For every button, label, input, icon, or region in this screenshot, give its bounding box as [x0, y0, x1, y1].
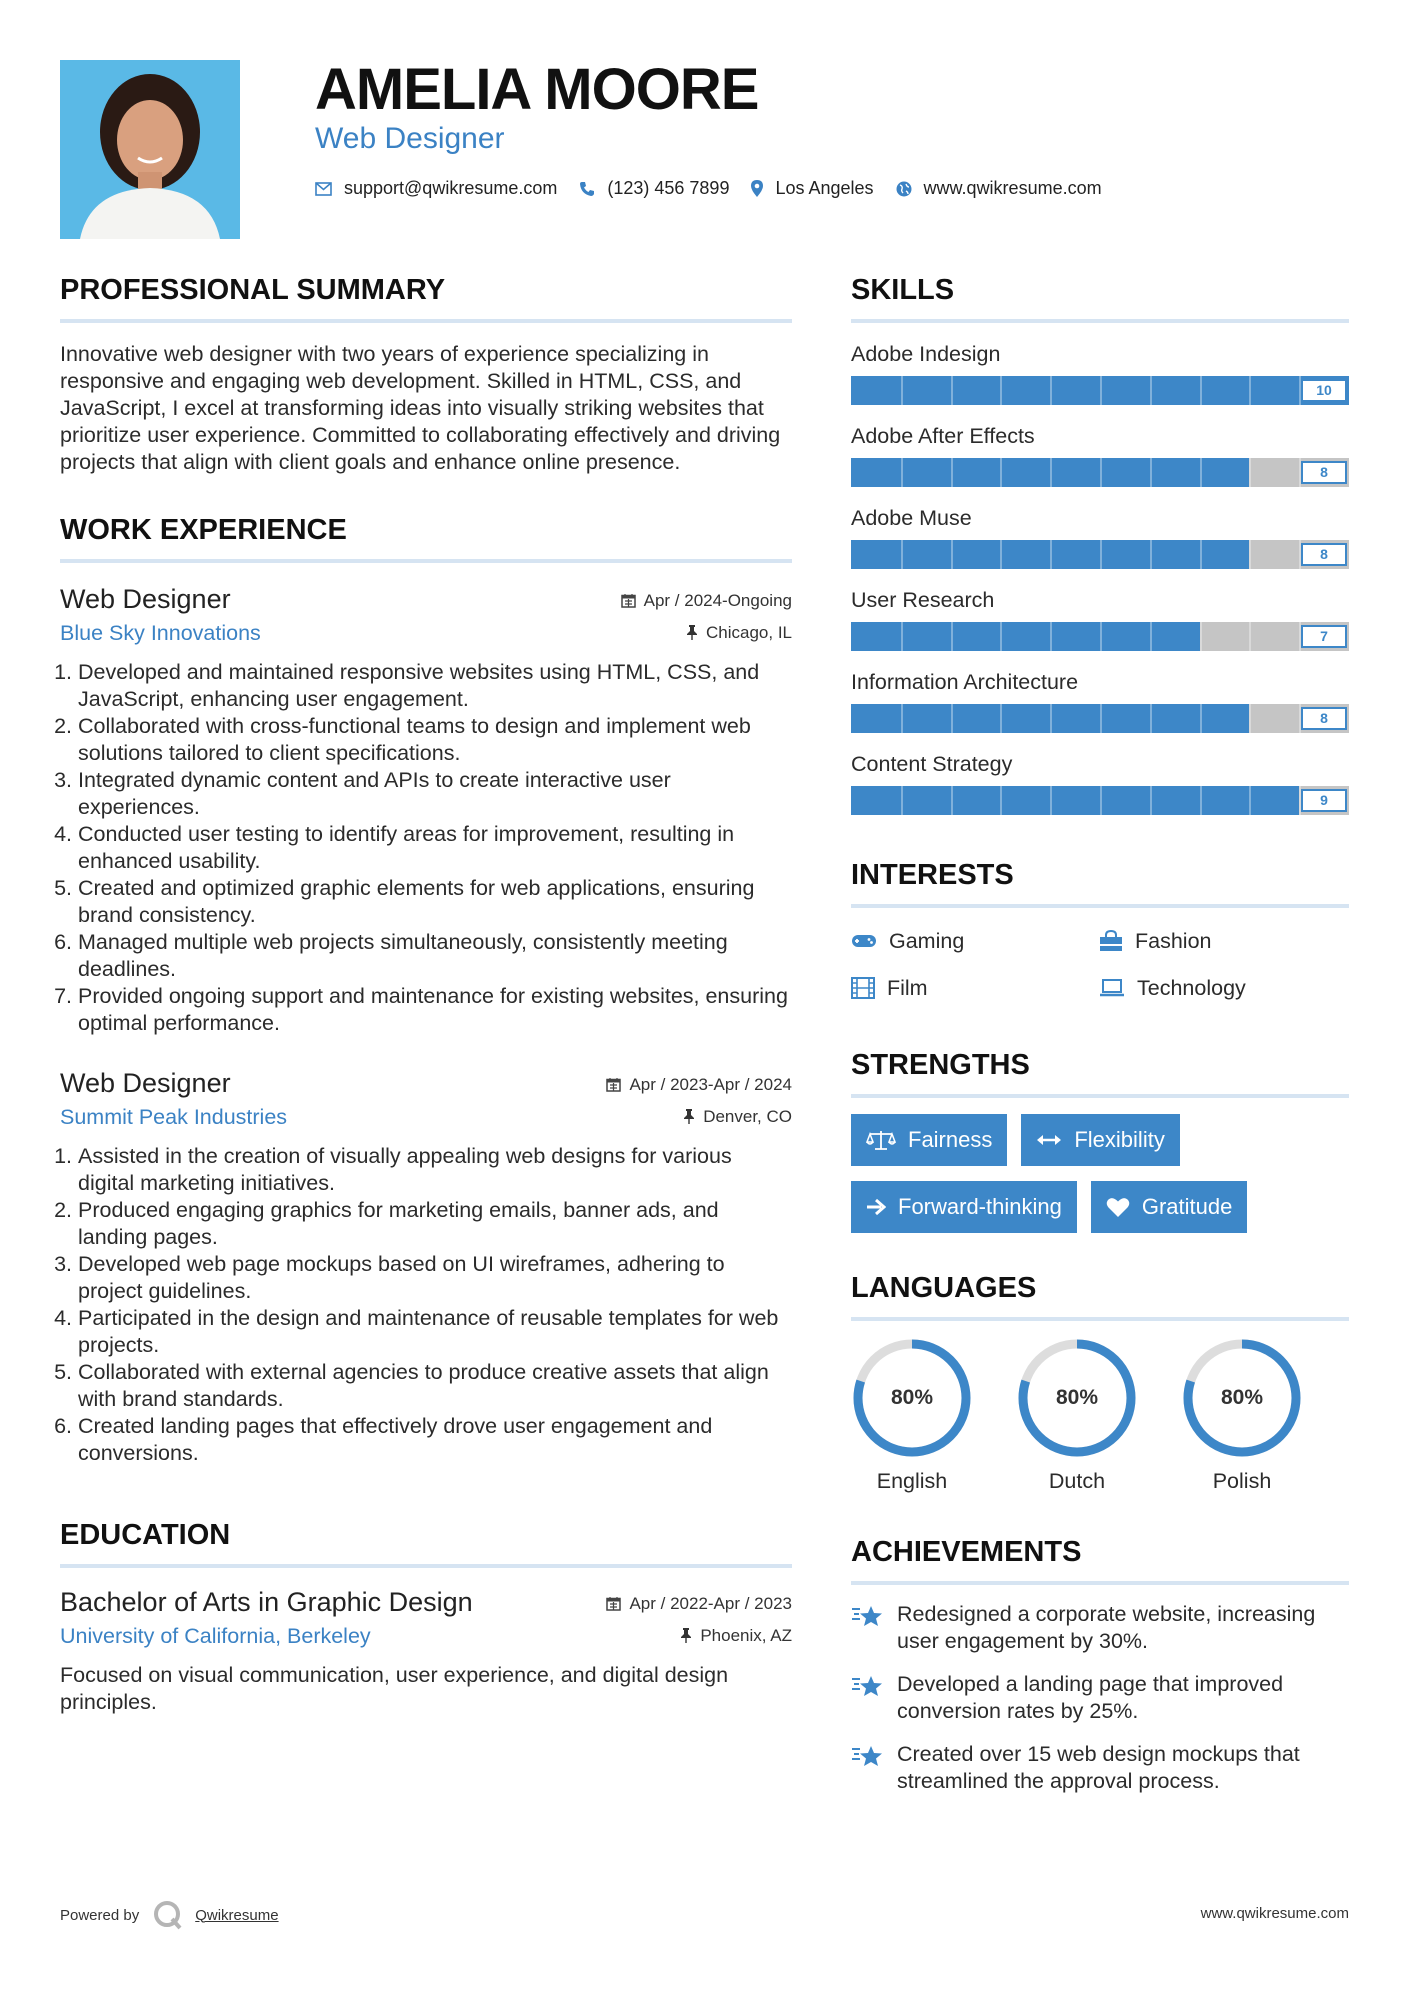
language-item — [851, 1337, 1016, 1494]
language-percent: 80% — [1055, 1386, 1099, 1409]
skill-bar-segment — [1000, 376, 1002, 405]
job-dates — [621, 591, 792, 611]
skill-bar-segment — [1200, 376, 1202, 405]
job-title: Web Designer — [60, 584, 231, 614]
strength-tag — [851, 1114, 1007, 1166]
job-location — [686, 623, 792, 643]
skill-bar-segment — [1000, 622, 1002, 651]
website-text: www.qwikresume.com — [923, 178, 1102, 198]
gamepad-icon — [851, 933, 877, 949]
job-dates — [606, 1075, 792, 1095]
shooting-star-icon — [851, 1603, 885, 1629]
language-percent: 80% — [1220, 1386, 1264, 1409]
duty-list — [60, 659, 792, 1037]
skill-bar-segment — [1050, 540, 1052, 569]
language-donut — [1016, 1337, 1138, 1459]
skill-bar-segment — [951, 458, 953, 487]
skill-level-badge: 10 — [1301, 379, 1347, 402]
language-percent: 80% — [890, 1386, 934, 1409]
achievements-heading: ACHIEVEMENTS — [851, 1532, 1349, 1585]
strength-tag — [1021, 1114, 1179, 1166]
duty-list — [60, 1143, 792, 1467]
education-dates — [606, 1594, 792, 1614]
skill-item — [851, 339, 1349, 405]
interest-item — [851, 926, 1099, 956]
duty-item: 3. Integrated dynamic content and APIs to create interactive user experiences. — [78, 767, 792, 821]
skill-bar-segment — [1050, 786, 1052, 815]
job-entry — [60, 581, 792, 1037]
skill-item — [851, 503, 1349, 569]
skill-bar-segment — [1249, 540, 1251, 569]
job-location — [683, 1107, 792, 1127]
duty-item: 4. Participated in the design and maintenance of reusable templates for web projects. — [78, 1305, 792, 1359]
skill-bar-segment — [901, 540, 903, 569]
candidate-name: AMELIA MOORE — [315, 57, 759, 122]
achievement-item — [851, 1601, 1349, 1655]
skill-item — [851, 667, 1349, 733]
skill-level-badge: 7 — [1301, 625, 1347, 648]
skill-bar — [851, 704, 1349, 733]
strength-label: Forward-thinking — [898, 1194, 1062, 1219]
contact-location — [751, 178, 873, 199]
language-name: Polish — [1212, 1469, 1272, 1493]
calendar-icon — [606, 1077, 621, 1092]
left-column — [60, 270, 792, 1716]
pin-icon — [686, 625, 698, 640]
skill-bar-segment — [951, 540, 953, 569]
skill-bar-segment — [1200, 540, 1202, 569]
skills-list — [851, 339, 1349, 815]
skill-bar-fill — [851, 622, 1200, 651]
skill-bar-segment — [901, 458, 903, 487]
skill-bar-fill — [851, 786, 1299, 815]
summary-heading: PROFESSIONAL SUMMARY — [60, 270, 792, 323]
job-entry — [60, 1065, 792, 1467]
skill-bar-segment — [901, 786, 903, 815]
skill-bar-segment — [1050, 704, 1052, 733]
duty-item: 3. Developed web page mockups based on UI wireframes, adhering to project guidelines. — [78, 1251, 792, 1305]
phone-text: (123) 456 7899 — [607, 178, 730, 198]
school-name: University of California, Berkeley — [60, 1624, 371, 1648]
envelope-icon — [315, 182, 332, 196]
achievement-item — [851, 1671, 1349, 1725]
degree-title: Bachelor of Arts in Graphic Design — [60, 1587, 473, 1617]
skill-bar-segment — [1100, 786, 1102, 815]
pin-icon — [683, 1109, 695, 1124]
achievement-text: Created over 15 web design mockups that streamlined the approval process. — [897, 1742, 1300, 1793]
skill-name: User Research — [851, 588, 995, 612]
strength-label: Gratitude — [1141, 1194, 1233, 1219]
strength-tag — [1091, 1181, 1248, 1233]
strength-label: Flexibility — [1074, 1127, 1165, 1152]
arrow-right-icon — [866, 1198, 886, 1216]
duty-item: 1. Developed and maintained responsive websites using HTML, CSS, and JavaScript, enhancing user engagement. — [78, 659, 792, 713]
skill-bar — [851, 786, 1349, 815]
skill-bar-segment — [1150, 458, 1152, 487]
duty-item: 4. Conducted user testing to identify areas for improvement, resulting in enhanced usability. — [78, 821, 792, 875]
skill-bar — [851, 376, 1349, 405]
skill-bar-segment — [1150, 704, 1152, 733]
achievement-item — [851, 1741, 1349, 1795]
skill-bar-segment — [1150, 376, 1152, 405]
email-text: support@qwikresume.com — [344, 178, 558, 198]
skill-bar-segment — [1200, 458, 1202, 487]
interest-label: Technology — [1137, 976, 1246, 1000]
skill-bar-segment — [1050, 622, 1052, 651]
interest-item — [851, 973, 1099, 1003]
interests-grid — [851, 926, 1349, 1003]
right-column — [851, 270, 1349, 1795]
footer-url[interactable]: www.qwikresume.com — [1200, 1905, 1349, 1922]
skill-level-badge: 8 — [1301, 707, 1347, 730]
language-name: Dutch — [1048, 1469, 1106, 1493]
duty-item: 6. Created landing pages that effectively drove user engagement and conversions. — [78, 1413, 792, 1467]
duty-item: 7. Provided ongoing support and maintenance for existing websites, ensuring optimal performance. — [78, 983, 792, 1037]
company-name: Blue Sky Innovations — [60, 621, 261, 645]
skill-bar-segment — [1000, 786, 1002, 815]
balance-scale-icon — [866, 1129, 896, 1151]
film-icon — [851, 977, 875, 999]
education-dates-text: Apr / 2022-Apr / 2023 — [629, 1593, 792, 1613]
arrows-horizontal-icon — [1036, 1133, 1062, 1147]
phone-icon — [579, 181, 595, 197]
education-entry — [60, 1584, 792, 1716]
duty-item: 5. Collaborated with external agencies to produce creative assets that align with brand standards. — [78, 1359, 792, 1413]
contact-website[interactable] — [896, 178, 1102, 199]
language-donut — [1181, 1337, 1303, 1459]
interest-label: Fashion — [1135, 929, 1212, 953]
job-dates-text: Apr / 2024-Ongoing — [643, 590, 792, 610]
heart-icon — [1106, 1197, 1130, 1218]
shooting-star-icon — [851, 1743, 885, 1769]
skill-bar-segment — [1200, 622, 1202, 651]
qwikresume-logo-icon — [151, 1898, 185, 1932]
skill-bar-segment — [901, 622, 903, 651]
skill-bar — [851, 622, 1349, 651]
pin-icon — [680, 1628, 692, 1643]
interest-item — [1099, 973, 1349, 1003]
skill-bar — [851, 458, 1349, 487]
skill-bar-segment — [1150, 622, 1152, 651]
skill-bar — [851, 540, 1349, 569]
education-location-text: Phoenix, AZ — [700, 1625, 792, 1645]
language-item — [1181, 1337, 1346, 1494]
profile-photo — [60, 60, 240, 239]
calendar-icon — [621, 593, 636, 608]
job-location-text: Chicago, IL — [706, 622, 792, 642]
achievement-text: Developed a landing page that improved conversion rates by 25%. — [897, 1672, 1284, 1723]
education-location — [680, 1626, 792, 1646]
skill-bar-segment — [1100, 458, 1102, 487]
laptop-icon — [1099, 979, 1125, 997]
skill-name: Information Architecture — [851, 670, 1079, 694]
interests-heading: INTERESTS — [851, 855, 1349, 908]
language-item — [1016, 1337, 1181, 1494]
skill-bar-segment — [1050, 458, 1052, 487]
language-donut — [851, 1337, 973, 1459]
interest-item — [1099, 926, 1349, 956]
skill-bar-segment — [1000, 540, 1002, 569]
skill-bar-segment — [901, 376, 903, 405]
footer-powered-by — [60, 1898, 279, 1932]
job-location-text: Denver, CO — [703, 1106, 792, 1126]
languages-list — [851, 1337, 1349, 1494]
skill-bar-segment — [901, 704, 903, 733]
strength-tag — [851, 1181, 1077, 1233]
languages-heading: LANGUAGES — [851, 1268, 1349, 1321]
strengths-tags — [851, 1114, 1349, 1248]
map-marker-icon — [751, 180, 763, 197]
skill-level-badge: 8 — [1301, 461, 1347, 484]
summary-text: Innovative web designer with two years of experience specializing in responsive and engaging web development. Skilled in HTML, CSS, and JavaScript, I excel at transforming ideas into visually striking websites that prioritize user experience. Committed to collaborating effectively and driving projects that align with client goals and enhance online presence. — [60, 342, 781, 474]
skill-name: Adobe Muse — [851, 506, 972, 530]
experience-heading: WORK EXPERIENCE — [60, 510, 792, 563]
skill-bar-segment — [1150, 786, 1152, 815]
language-name: English — [876, 1469, 948, 1493]
duty-item: 2. Collaborated with cross-functional teams to design and implement web solutions tailored to client specifications. — [78, 713, 792, 767]
skill-item — [851, 749, 1349, 815]
skill-level-badge: 8 — [1301, 543, 1347, 566]
education-heading: EDUCATION — [60, 1515, 792, 1568]
shooting-star-icon — [851, 1673, 885, 1699]
achievements-list — [851, 1601, 1349, 1795]
contact-email[interactable] — [315, 178, 557, 199]
job-title: Web Designer — [60, 1068, 231, 1098]
skill-name: Content Strategy — [851, 752, 1013, 776]
skill-item — [851, 421, 1349, 487]
skill-bar-segment — [951, 622, 953, 651]
achievement-text: Redesigned a corporate website, increasing user engagement by 30%. — [897, 1602, 1316, 1653]
skill-bar-segment — [1249, 704, 1251, 733]
skill-bar-segment — [1249, 376, 1251, 405]
globe-icon — [896, 181, 912, 197]
skill-bar-segment — [951, 376, 953, 405]
interest-label: Film — [887, 976, 928, 1000]
skill-bar-segment — [951, 704, 953, 733]
duty-item: 1. Assisted in the creation of visually appealing web designs for various digital marketing initiatives. — [78, 1143, 792, 1197]
candidate-role: Web Designer — [315, 122, 505, 155]
calendar-icon — [606, 1596, 621, 1611]
skill-item — [851, 585, 1349, 651]
skill-bar-segment — [1249, 458, 1251, 487]
skill-bar-segment — [1000, 458, 1002, 487]
powered-by-text: Powered by — [60, 1906, 140, 1924]
duty-item: 5. Created and optimized graphic elements for web applications, ensuring brand consistency. — [78, 875, 792, 929]
skill-bar-segment — [1249, 622, 1251, 651]
strengths-heading: STRENGTHS — [851, 1045, 1349, 1098]
skills-heading: SKILLS — [851, 270, 1349, 323]
duty-item: 6. Managed multiple web projects simultaneously, consistently meeting deadlines. — [78, 929, 792, 983]
skill-bar-segment — [1150, 540, 1152, 569]
skill-bar-segment — [1050, 376, 1052, 405]
skill-bar-segment — [1200, 786, 1202, 815]
job-dates-text: Apr / 2023-Apr / 2024 — [629, 1074, 792, 1094]
company-name: Summit Peak Industries — [60, 1105, 288, 1129]
education-description: Focused on visual communication, user experience, and digital design principles. — [60, 1663, 729, 1714]
location-text: Los Angeles — [775, 178, 874, 198]
skill-name: Adobe Indesign — [851, 342, 1001, 366]
skill-bar-segment — [1100, 622, 1102, 651]
skill-bar-segment — [1200, 704, 1202, 733]
duty-item: 2. Produced engaging graphics for marketing emails, banner ads, and landing pages. — [78, 1197, 792, 1251]
contact-bar — [315, 178, 1124, 199]
skill-name: Adobe After Effects — [851, 424, 1035, 448]
skill-bar-segment — [1100, 540, 1102, 569]
shopping-bag-icon — [1099, 930, 1123, 952]
skill-bar-segment — [1000, 704, 1002, 733]
skill-bar-segment — [951, 786, 953, 815]
skill-bar-segment — [1249, 786, 1251, 815]
skill-bar-segment — [1100, 376, 1102, 405]
skill-bar-segment — [1100, 704, 1102, 733]
contact-phone[interactable] — [579, 178, 729, 199]
skill-level-badge: 9 — [1301, 789, 1347, 812]
interest-label: Gaming — [889, 929, 965, 953]
qwikresume-link[interactable]: Qwikresume — [195, 1906, 279, 1924]
strength-label: Fairness — [908, 1127, 993, 1152]
